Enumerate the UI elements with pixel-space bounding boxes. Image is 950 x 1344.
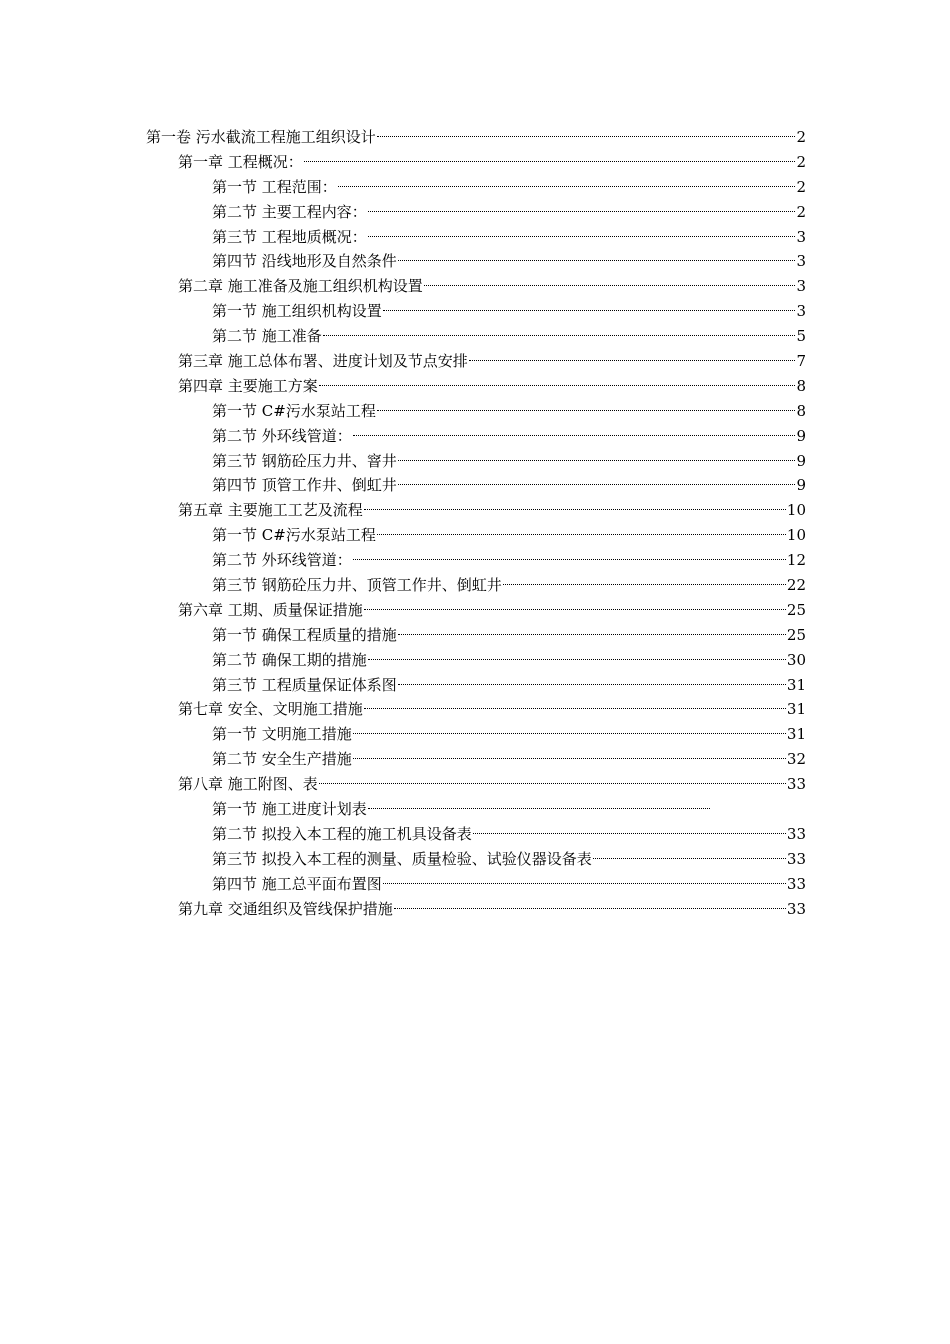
toc-entry-page-number: 3 <box>796 277 806 296</box>
toc-entry-page-number: 5 <box>796 327 806 346</box>
toc-dot-leader <box>383 883 786 884</box>
toc-entry[interactable] <box>146 249 806 274</box>
toc-entry[interactable] <box>146 897 806 922</box>
toc-entry[interactable] <box>146 374 806 399</box>
toc-entry[interactable] <box>146 872 806 897</box>
toc-entry[interactable] <box>146 797 806 822</box>
toc-entry-page-number: 2 <box>796 128 806 146</box>
toc-entry-title: 第四节 顶管工作井、倒虹井 <box>212 476 397 495</box>
toc-dot-leader <box>398 634 786 635</box>
toc-dot-leader <box>394 908 786 909</box>
toc-entry-title: 第一节 工程范围： <box>212 177 337 196</box>
toc-entry-title: 第二章 施工准备及施工组织机构设置 <box>178 277 423 296</box>
toc-entry-title: 第三章 施工总体布署、进度计划及节点安排 <box>178 352 468 371</box>
toc-dot-leader <box>383 310 796 311</box>
toc-entry-title: 第七章 安全、文明施工措施 <box>178 700 363 719</box>
toc-entry[interactable] <box>146 747 806 772</box>
toc-entry-page-number: 30 <box>786 650 806 669</box>
toc-entry-page-number: 31 <box>786 675 806 694</box>
toc-entry-title: 第三节 工程质量保证体系图 <box>212 675 397 694</box>
toc-dot-leader <box>304 161 796 162</box>
toc-entry-title: 第一卷 污水截流工程施工组织设计 <box>146 128 376 146</box>
toc-entry-page-number: 9 <box>796 476 806 495</box>
toc-entry[interactable] <box>146 822 806 847</box>
toc-entry-page-number: 10 <box>786 526 806 545</box>
toc-dot-leader <box>364 609 786 610</box>
toc-dot-leader <box>398 260 796 261</box>
toc-entry[interactable] <box>146 673 806 698</box>
toc-dot-leader <box>353 559 786 560</box>
toc-entry-title: 第四章 主要施工方案 <box>178 376 318 395</box>
toc-entry-title: 第二节 拟投入本工程的施工机具设备表 <box>212 824 472 843</box>
toc-entry[interactable] <box>146 623 806 648</box>
toc-entry[interactable] <box>146 349 806 374</box>
toc-dot-leader <box>353 435 796 436</box>
toc-entry[interactable] <box>146 598 806 623</box>
toc-entry-page-number: 9 <box>796 451 806 470</box>
toc-dot-leader <box>368 236 796 237</box>
toc-entry-page-number: 25 <box>786 625 806 644</box>
toc-entry-page-number: 25 <box>786 600 806 619</box>
toc-entry-title: 第二节 安全生产措施 <box>212 750 352 769</box>
toc-entry-page-number: 32 <box>786 750 806 769</box>
toc-entry[interactable] <box>146 498 806 523</box>
toc-entry-page-number: 10 <box>786 501 806 520</box>
toc-entry[interactable] <box>146 299 806 324</box>
toc-entry-page-number: 33 <box>786 849 806 868</box>
toc-entry[interactable] <box>146 274 806 299</box>
toc-entry[interactable] <box>146 523 806 548</box>
toc-entry-title: 第二节 外环线管道： <box>212 426 352 445</box>
toc-entry[interactable] <box>146 125 806 150</box>
toc-dot-leader <box>323 335 796 336</box>
toc-dot-leader <box>364 509 786 510</box>
toc-entry-title: 第六章 工期、质量保证措施 <box>178 600 363 619</box>
toc-entry-title: 第三节 钢筋砼压力井、顶管工作井、倒虹井 <box>212 576 502 595</box>
toc-entry[interactable] <box>146 697 806 722</box>
toc-entry-page-number: 31 <box>786 725 806 744</box>
toc-entry-page-number: 8 <box>796 376 806 395</box>
toc-entry-title: 第一节 确保工程质量的措施 <box>212 625 397 644</box>
toc-entry-title: 第一节 文明施工措施 <box>212 725 352 744</box>
toc-entry-page-number: 3 <box>796 252 806 271</box>
toc-entry-title: 第一章 工程概况： <box>178 152 303 171</box>
toc-dot-leader <box>364 708 786 709</box>
toc-dot-leader <box>377 410 796 411</box>
toc-entry-title: 第三节 钢筋砼压力井、窨井 <box>212 451 397 470</box>
toc-dot-leader <box>593 858 786 859</box>
toc-dot-leader <box>377 136 796 137</box>
toc-entry[interactable] <box>146 150 806 175</box>
toc-dot-leader <box>503 584 786 585</box>
toc-entry-title: 第二节 主要工程内容： <box>212 202 367 221</box>
toc-entry[interactable] <box>146 772 806 797</box>
toc-entry-page-number: 9 <box>796 426 806 445</box>
toc-entry-page-number: 2 <box>796 202 806 221</box>
toc-dot-leader <box>424 285 796 286</box>
toc-entry-page-number: 8 <box>796 401 806 420</box>
toc-dot-leader <box>398 460 796 461</box>
toc-entry-page-number: 7 <box>796 352 806 371</box>
toc-entry[interactable] <box>146 175 806 200</box>
toc-entry[interactable] <box>146 573 806 598</box>
toc-entry-title: 第三节 拟投入本工程的测量、质量检验、试验仪器设备表 <box>212 849 592 868</box>
toc-entry[interactable] <box>146 399 806 424</box>
toc-entry-page-number: 22 <box>786 576 806 595</box>
toc-entry-title: 第二节 施工准备 <box>212 327 322 346</box>
table-of-contents <box>146 125 806 922</box>
toc-dot-leader <box>398 684 786 685</box>
toc-entry-title: 第一节 施工组织机构设置 <box>212 302 382 321</box>
toc-dot-leader <box>368 808 710 809</box>
toc-entry-title: 第一节 施工进度计划表 <box>212 800 367 819</box>
toc-dot-leader <box>319 783 786 784</box>
toc-dot-leader <box>398 484 796 485</box>
toc-dot-leader <box>353 758 786 759</box>
toc-dot-leader <box>469 360 796 361</box>
toc-entry[interactable] <box>146 200 806 225</box>
toc-entry-page-number: 31 <box>786 700 806 719</box>
toc-entry-page-number: 3 <box>796 227 806 246</box>
toc-entry[interactable] <box>146 449 806 474</box>
toc-entry-title: 第一节 C#污水泵站工程 <box>212 526 376 545</box>
toc-entry-title: 第五章 主要施工工艺及流程 <box>178 501 363 520</box>
toc-entry-page-number: 33 <box>786 874 806 893</box>
toc-entry-page-number: 2 <box>796 152 806 171</box>
toc-entry-page-number: 3 <box>796 302 806 321</box>
toc-dot-leader <box>473 833 786 834</box>
toc-entry-title: 第八章 施工附图、表 <box>178 775 318 794</box>
toc-entry[interactable] <box>146 648 806 673</box>
toc-entry-page-number: 2 <box>796 177 806 196</box>
toc-dot-leader <box>338 186 796 187</box>
toc-entry[interactable] <box>146 424 806 449</box>
toc-entry[interactable] <box>146 225 806 250</box>
toc-entry-title: 第九章 交通组织及管线保护措施 <box>178 899 393 918</box>
toc-entry[interactable] <box>146 722 806 747</box>
toc-entry-page-number: 33 <box>786 824 806 843</box>
toc-entry-title: 第三节 工程地质概况： <box>212 227 367 246</box>
toc-dot-leader <box>377 534 786 535</box>
toc-dot-leader <box>368 211 796 212</box>
toc-entry[interactable] <box>146 473 806 498</box>
toc-entry-title: 第二节 外环线管道： <box>212 551 352 570</box>
toc-entry[interactable] <box>146 324 806 349</box>
toc-entry[interactable] <box>146 548 806 573</box>
toc-entry-page-number: 12 <box>786 551 806 570</box>
toc-entry[interactable] <box>146 847 806 872</box>
toc-entry-title: 第一节 C#污水泵站工程 <box>212 401 376 420</box>
toc-entry-page-number: 33 <box>786 899 806 918</box>
toc-dot-leader <box>353 733 786 734</box>
toc-dot-leader <box>319 385 796 386</box>
toc-entry-title: 第四节 沿线地形及自然条件 <box>212 252 397 271</box>
toc-entry-page-number: 33 <box>786 775 806 794</box>
toc-dot-leader <box>368 659 786 660</box>
toc-entry-title: 第二节 确保工期的措施 <box>212 650 367 669</box>
toc-entry-title: 第四节 施工总平面布置图 <box>212 874 382 893</box>
